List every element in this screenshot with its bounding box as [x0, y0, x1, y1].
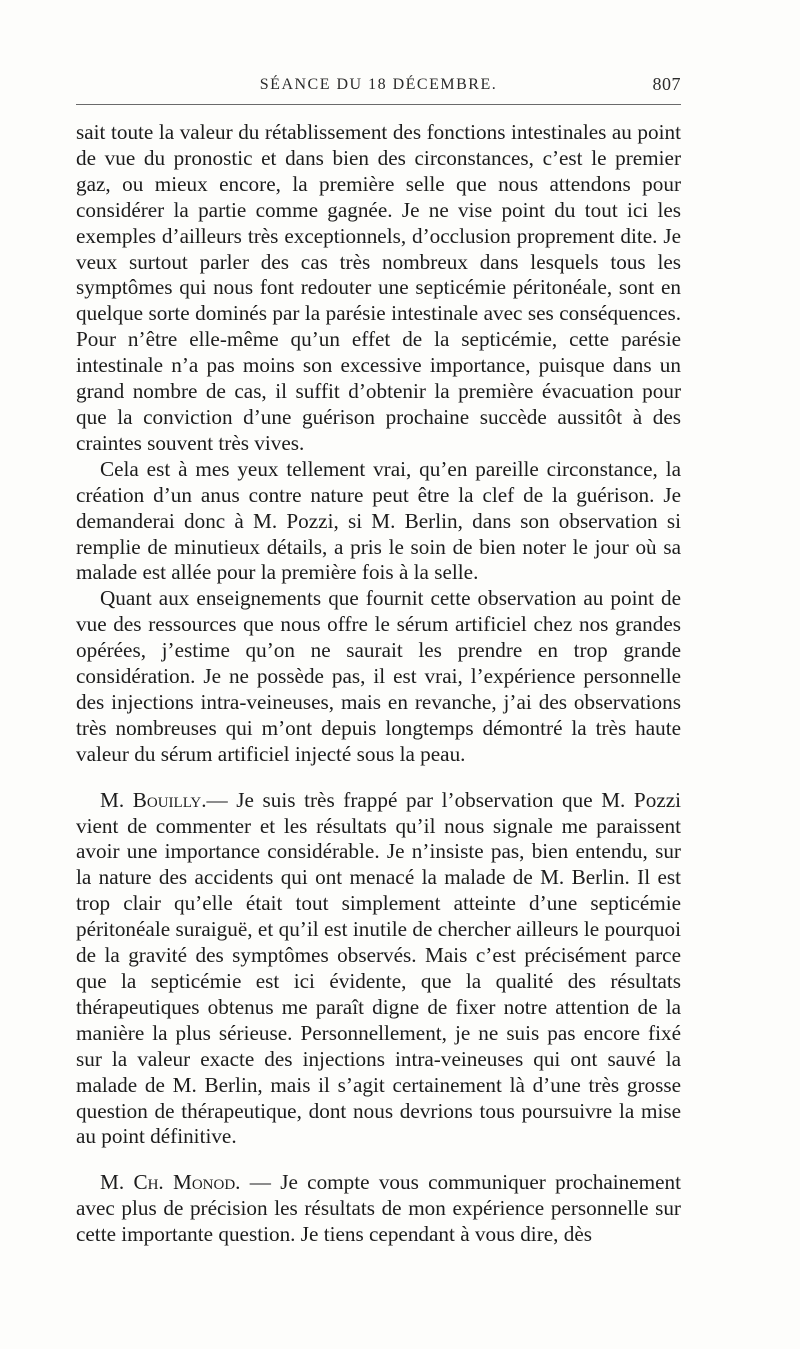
paragraph-serum-artificiel: Quant aux enseignements que fournit cette observation au point de vue des ressources que nous offre le sérum artificiel chez nos grandes opérées, j’estime qu’on ne saurait les prendre en trop grande considération. Je ne possède pas, il est vrai, l’expérience personnelle des injections intra-veineuses, mais en revanche, j’ai des observations très nombreuses qui m’ont depuis longtemps démontré la très haute valeur du sérum artificiel injecté sous la peau.	[76, 586, 681, 766]
page-number: 807	[652, 74, 681, 94]
running-head	[76, 74, 681, 100]
speaker-prefix: M.	[100, 1170, 134, 1195]
speaker-name: Bouilly	[132, 787, 202, 812]
paragraph-continued: sait toute la valeur du rétablissement des fonctions intestinales au point de vue du pronostic et dans bien des circonstances, c’est le premier gaz, ou mieux encore, la première selle que nous attendons pour considérer la partie comme gagnée. Je ne vise point du tout ici les exemples d’ailleurs très exceptionnels, d’occlusion proprement dite. Je veux surtout parler des cas très nombreux dans lesquels tous les symptômes qui nous font redouter une septicémie péritonéale, sont en quelque sorte dominés par la parésie intestinale avec ses conséquences. Pour n’être elle-même qu’un effet de la septicémie, cette parésie intestinale n’a pas moins son excessive importance, puisque dans un grand nombre de cas, il suffit d’obtenir la première évacuation pour que la conviction d’une guérison prochaine succède aussitôt à des craintes souvent très vives.	[76, 120, 681, 455]
speech-text: Je compte vous communiquer prochainement avec plus de précision les résultats de mon expérience personnelle sur cette importante question. Je tiens cependant à vous dire, dès	[76, 1170, 682, 1247]
paragraph-bouilly	[76, 788, 681, 1151]
speaker-prefix: M.	[100, 787, 133, 812]
speaker-suffix: .—	[201, 787, 237, 812]
paragraph-monod	[76, 1170, 681, 1248]
speaker-name: Ch. Monod	[133, 1170, 236, 1195]
running-title: SÉANCE DU 18 DÉCEMBRE.	[259, 76, 498, 93]
body-text	[76, 120, 681, 1248]
speech-text: Je suis très frappé par l’observation que M. Pozzi vient de commenter et les résultats qu’il nous signale me paraissent avoir une importance considérable. Je n’insiste pas, bien entendu, sur la nature des accidents qui ont menacé la malade de M. Berlin. Il est trop clair qu’elle était tout simplement atteinte d’une septicémie péritonéale suraiguë, et qu’il est inutile de chercher ailleurs le pourquoi de la gravité des symptômes observés. Mais c’est précisément parce que la septicémie est ici évidente, que la qualité des résultats thérapeutiques obtenus me paraît digne de fixer notre attention de la manière la plus sérieuse. Personnellement, je ne suis pas encore fixé sur la valeur exacte des injections intra-veineuses qui ont sauvé la malade de M. Berlin, mais il s’agit certainement là d’une très grosse question de thérapeutique, dont nous devrions tous poursuivre la mise au point définitive.	[76, 787, 682, 1149]
paragraph-anus-contre-nature: Cela est à mes yeux tellement vrai, qu’en pareille circonstance, la création d’un anus contre nature peut être la clef de la guérison. Je demanderai donc à M. Pozzi, si M. Berlin, dans son observation si remplie de minutieux détails, a pris le soin de bien noter le jour où sa malade est allée pour la première fois à la selle.	[76, 456, 681, 585]
speaker-suffix: . —	[235, 1170, 281, 1195]
header-rule	[76, 104, 681, 105]
